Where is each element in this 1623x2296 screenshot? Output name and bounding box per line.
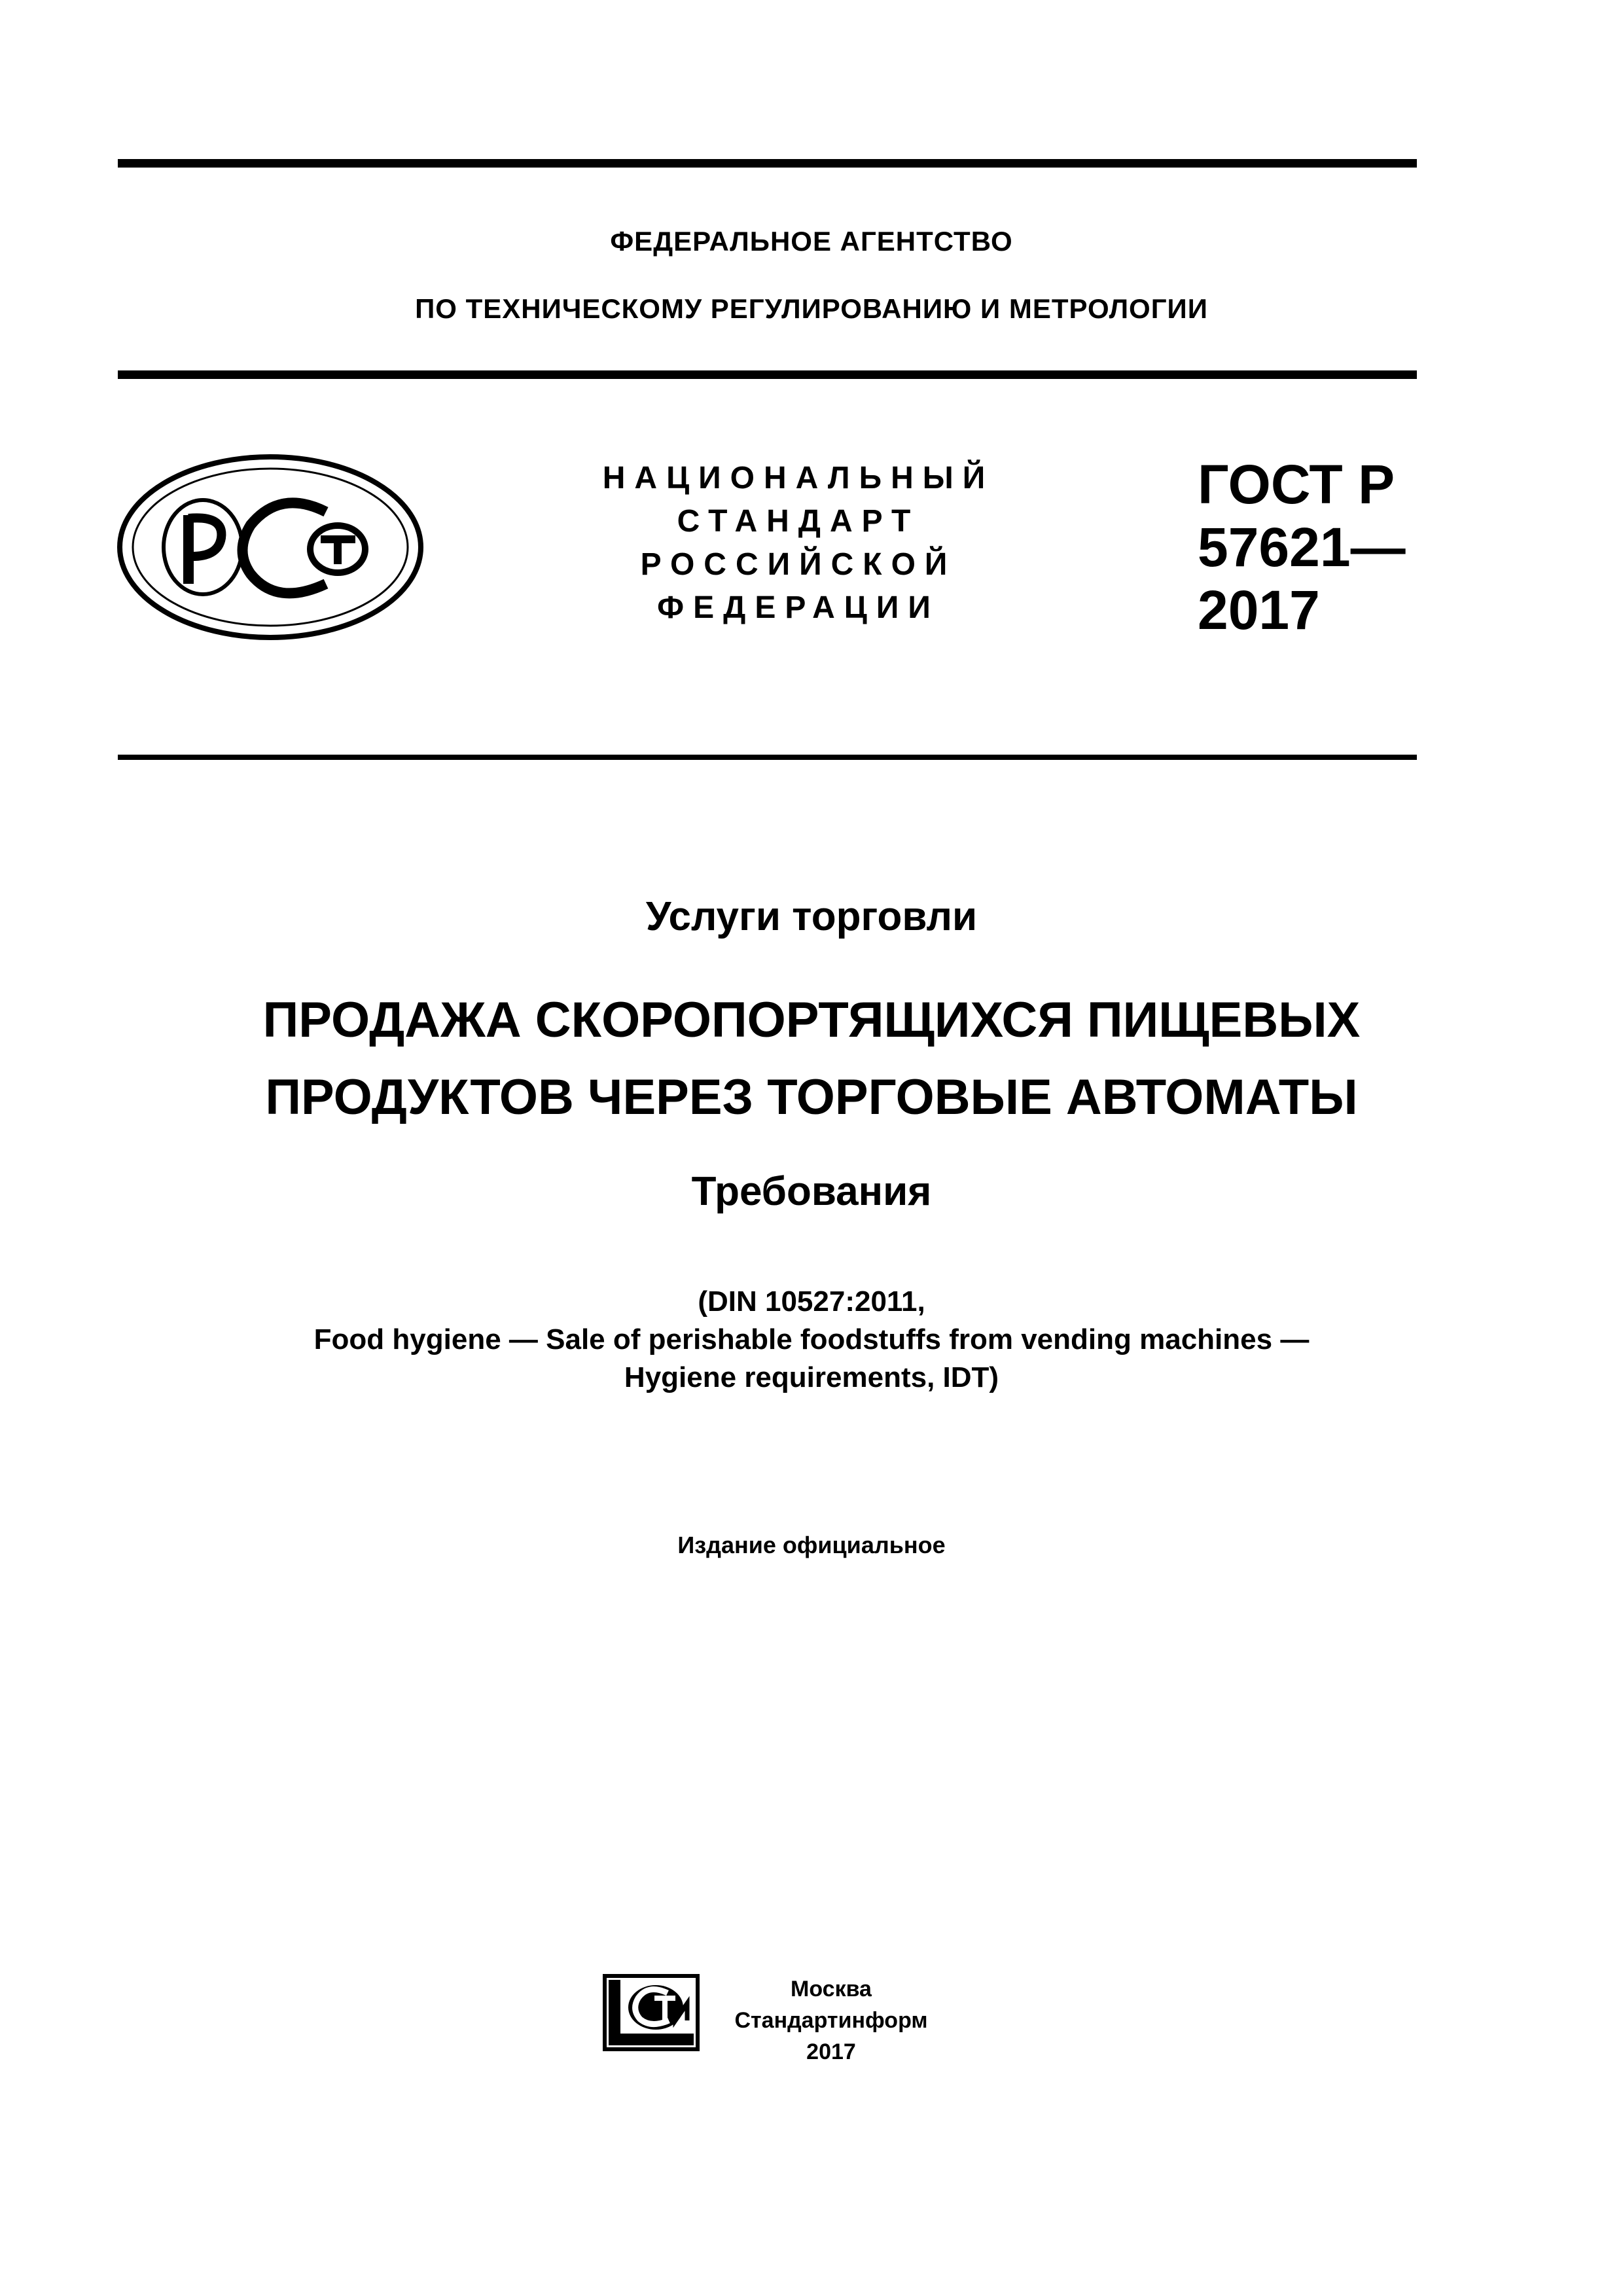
publisher-city: Москва: [791, 1977, 872, 2001]
document-title: [0, 982, 1623, 1136]
standard-type-line: НАЦИОНАЛЬНЫЙ: [602, 461, 995, 495]
standard-type-line: РОССИЙСКОЙ: [640, 547, 957, 582]
standard-type-line: ФЕДЕРАЦИИ: [657, 590, 940, 625]
reference-line-2: Food hygiene — Sale of perishable foodstuffs from vending machines —: [313, 1323, 1310, 1355]
standard-type: [589, 457, 1008, 630]
header-rule: [118, 370, 1417, 379]
title-rule: [118, 755, 1417, 760]
publisher-year: 2017: [806, 2039, 856, 2064]
international-reference: [0, 1283, 1623, 1397]
standard-type-line: СТАНДАРТ: [677, 504, 920, 539]
standartinform-logo-icon: [602, 1973, 700, 2052]
designation-line: ГОСТ Р: [1198, 454, 1395, 515]
title-line-2: ПРОДУКТОВ ЧЕРЕЗ ТОРГОВЫЕ АВТОМАТЫ: [265, 1069, 1358, 1125]
publisher-name: Стандартинформ: [734, 2008, 928, 2033]
agency-line-2: ПО ТЕХНИЧЕСКОМУ РЕГУЛИРОВАНИЮ И МЕТРОЛОГИИ: [415, 293, 1208, 324]
standard-designation: [1198, 453, 1420, 641]
publisher-info: [720, 1973, 942, 2068]
requirements-heading: Требования: [691, 1169, 932, 1214]
document-subtitle: Услуги торговли: [645, 894, 978, 939]
designation-line: 57621—: [1198, 516, 1406, 578]
title-line-1: ПРОДАЖА СКОРОПОРТЯЩИХСЯ ПИЩЕВЫХ: [262, 992, 1361, 1048]
top-rule: [118, 159, 1417, 168]
rst-logo-icon: [116, 453, 424, 641]
reference-line-1: (DIN 10527:2011,: [698, 1285, 925, 1318]
agency-line-1: ФЕДЕРАЛЬНОЕ АГЕНТСТВО: [610, 226, 1013, 257]
designation-line: 2017: [1198, 579, 1320, 641]
reference-line-3: Hygiene requirements, IDT): [624, 1361, 999, 1393]
edition-label: Издание официальное: [677, 1532, 946, 1558]
